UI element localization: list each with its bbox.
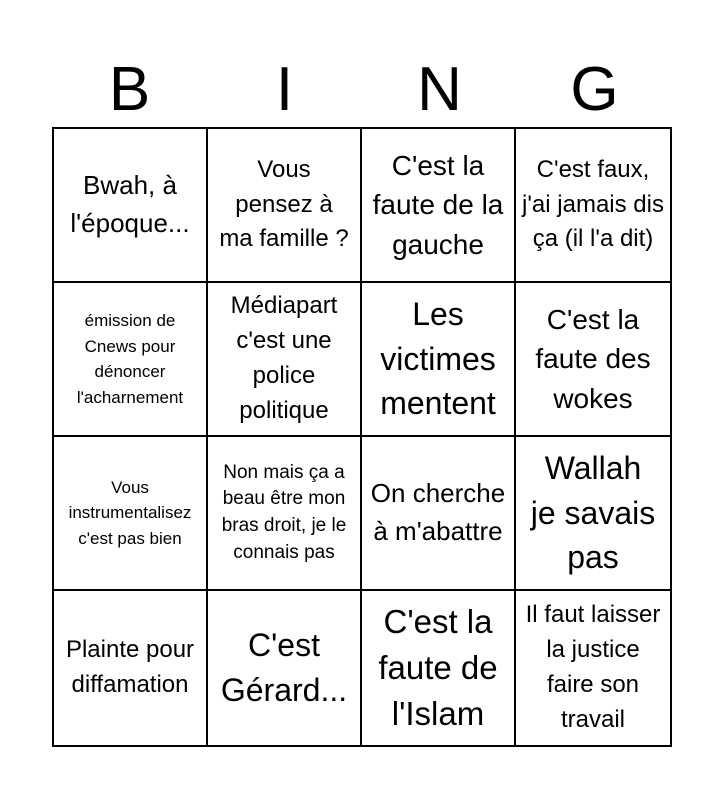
bingo-cell[interactable] — [208, 591, 362, 745]
bingo-cell-text: On cherche à m'abattre — [370, 478, 506, 546]
bingo-cell-text: Plainte pour diffamation — [65, 636, 195, 698]
header-letter-g: G — [570, 55, 619, 124]
bingo-cell[interactable] — [208, 129, 362, 283]
bingo-cell-text: Wallah je savais pas — [530, 449, 656, 576]
bingo-cell[interactable] — [362, 591, 516, 745]
bingo-cell[interactable] — [54, 283, 208, 437]
header-letter-i: I — [275, 55, 294, 124]
bingo-cell[interactable] — [516, 437, 670, 591]
bingo-cell-text: C'est Gérard... — [220, 627, 348, 708]
bingo-cell[interactable] — [208, 437, 362, 591]
bingo-cell-text: Non mais ça a beau être mon bras droit, je le connais pas — [221, 461, 347, 563]
bingo-cell[interactable] — [54, 437, 208, 591]
bingo-cell[interactable] — [516, 129, 670, 283]
bingo-cell[interactable] — [516, 283, 670, 437]
bingo-cell-text: Médiapart c'est une police politique — [230, 292, 338, 424]
bingo-cell[interactable] — [362, 129, 516, 283]
bingo-cell-text: Vous instrumentalisez c'est pas bien — [68, 477, 192, 548]
header-letter-n: N — [417, 55, 462, 124]
bingo-cell[interactable] — [54, 591, 208, 745]
bingo-cell-text: C'est la faute de la gauche — [372, 150, 504, 260]
bingo-cell[interactable] — [54, 129, 208, 283]
bingo-cell[interactable] — [362, 437, 516, 591]
bingo-cell[interactable] — [362, 283, 516, 437]
bingo-cell-text: Vous pensez à ma famille ? — [219, 155, 349, 253]
bingo-cell-text: C'est la faute de l'Islam — [378, 602, 498, 733]
bingo-cell-text: C'est faux, j'ai jamais dis ça (il l'a dit) — [522, 155, 664, 253]
bingo-cell[interactable] — [516, 591, 670, 745]
bingo-cell-text: émission de Cnews pour dénoncer l'acharnement — [76, 311, 184, 407]
bingo-cell-text: Les victimes mentent — [380, 295, 496, 422]
bingo-cell-text: C'est la faute des wokes — [535, 304, 651, 414]
bingo-cell[interactable] — [208, 283, 362, 437]
bingo-cell-text: Bwah, à l'époque... — [70, 170, 190, 238]
bingo-header — [52, 52, 672, 128]
header-letter-b: B — [108, 55, 151, 124]
bingo-card-grid — [52, 127, 672, 747]
bingo-cell-text: Il faut laisser la justice faire son travail — [525, 601, 661, 733]
